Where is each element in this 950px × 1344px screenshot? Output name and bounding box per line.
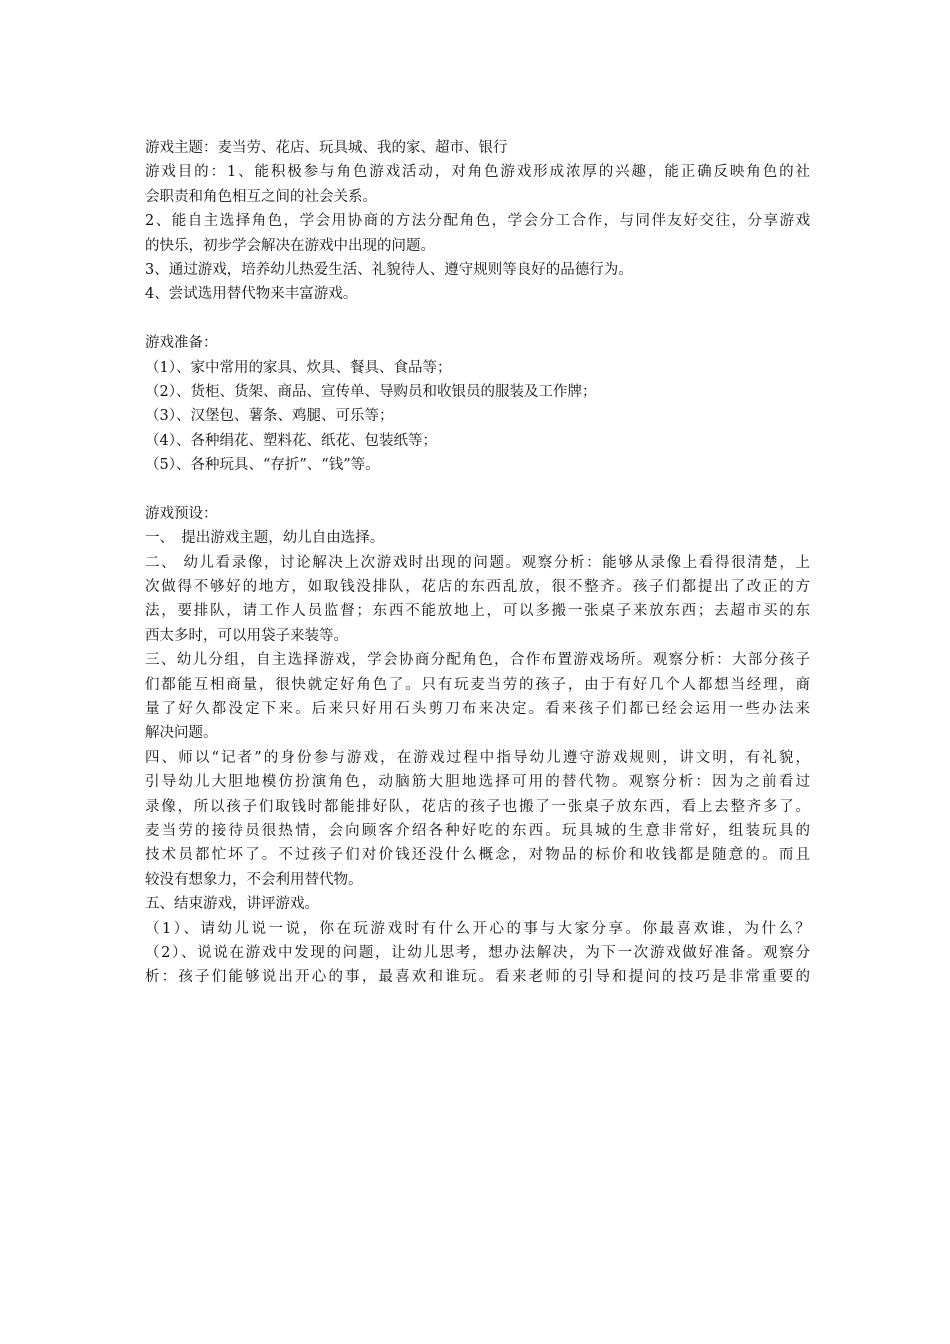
text-line: 游戏目的：1、能积极参与角色游戏活动，对角色游戏形成浓厚的兴趣，能正确反映角色的社 xyxy=(145,164,810,181)
text-line: （2）、说说在游戏中发现的问题，让幼儿思考，想办法解决，为下一次游戏做好准备。观察分 xyxy=(145,944,810,961)
text-line: 析：孩子们能够说出开心的事，最喜欢和谁玩。看来老师的引导和提问的技巧是非常重要的 xyxy=(145,969,810,986)
text-line: 麦当劳的接待员很热情，会向顾客介绍各种好吃的东西。玩具城的生意非常好，组装玩具的 xyxy=(145,822,810,839)
text-line: 四、师以“记者”的身份参与游戏，在游戏过程中指导幼儿遵守游戏规则，讲文明，有礼貌， xyxy=(145,749,810,766)
text-line: 五、结束游戏，讲评游戏。 xyxy=(145,896,319,913)
text-line: 一、 提出游戏主题，幼儿自由选择。 xyxy=(145,530,385,547)
text-line: （1）、请幼儿说一说，你在玩游戏时有什么开心的事与大家分享。你最喜欢谁，为什么？ xyxy=(145,920,810,937)
text-line: 西太多时，可以用袋子来装等。 xyxy=(145,627,348,644)
text-line: 技术员都忙坏了。不过孩子们对价钱还没什么概念，对物品的标价和收钱都是随意的。而且 xyxy=(145,847,810,864)
paragraph-gap xyxy=(145,477,810,501)
document-body xyxy=(145,136,810,990)
text-line: 二、 幼儿看录像，讨论解决上次游戏时出现的问题。观察分析：能够从录像上看得很清楚，上 xyxy=(145,554,810,571)
text-line: 较没有想象力，不会利用替代物。 xyxy=(145,871,363,888)
text-line: 三、幼儿分组，自主选择游戏，学会协商分配角色，合作布置游戏场所。观察分析：大部分孩子 xyxy=(145,652,810,669)
text-line: 解决问题。 xyxy=(145,725,218,742)
text-line: （2）、货柜、货架、商品、宣传单、导购员和收银员的服装及工作牌； xyxy=(145,383,597,400)
text-line: （4）、各种绢花、塑料花、纸花、包装纸等； xyxy=(145,432,437,449)
text-line: 录像，所以孩子们取钱时都能排好队，花店的孩子也搬了一张桌子放东西，看上去整齐多了。 xyxy=(145,798,810,815)
text-line: 4、尝试选用替代物来丰富游戏。 xyxy=(145,286,358,303)
text-line: 引导幼儿大胆地模仿扮演角色，动脑筋大胆地选择可用的替代物。观察分析：因为之前看过 xyxy=(145,774,810,791)
text-line: 游戏准备： xyxy=(145,335,218,352)
text-line: 2、能自主选择角色，学会用协商的方法分配角色，学会分工合作，与同伴友好交往，分享游戏 xyxy=(145,213,810,230)
paragraph-gap xyxy=(145,307,810,331)
text-line: 游戏预设： xyxy=(145,505,218,522)
text-line: 次做得不够好的地方，如取钱没排队，花店的东西乱放，很不整齐。孩子们都提出了改正的方 xyxy=(145,579,810,596)
text-line: 法，要排队，请工作人员监督；东西不能放地上，可以多搬一张桌子来放东西；去超市买的东 xyxy=(145,603,810,620)
text-line: 的快乐，初步学会解决在游戏中出现的问题。 xyxy=(145,237,435,254)
text-line: 游戏主题：麦当劳、花店、玩具城、我的家、超市、银行 xyxy=(145,140,508,156)
text-line: （3）、汉堡包、薯条、鸡腿、可乐等； xyxy=(145,408,394,425)
text-line: 会职责和角色相互之间的社会关系。 xyxy=(145,188,377,205)
text-line: （5）、各种玩具、“存折”、“钱”等。 xyxy=(145,457,380,474)
text-line: 们都能互相商量，很快就定好角色了。只有玩麦当劳的孩子，由于有好几个人都想当经理，商 xyxy=(145,676,810,693)
text-line: 3、通过游戏，培养幼儿热爱生活、礼貌待人、遵守规则等良好的品德行为。 xyxy=(145,261,633,278)
text-line: （1）、家中常用的家具、炊具、餐具、食品等； xyxy=(145,359,452,376)
text-line: 量了好久都没定下来。后来只好用石头剪刀布来决定。看来孩子们都已经会运用一些办法来 xyxy=(145,700,810,717)
